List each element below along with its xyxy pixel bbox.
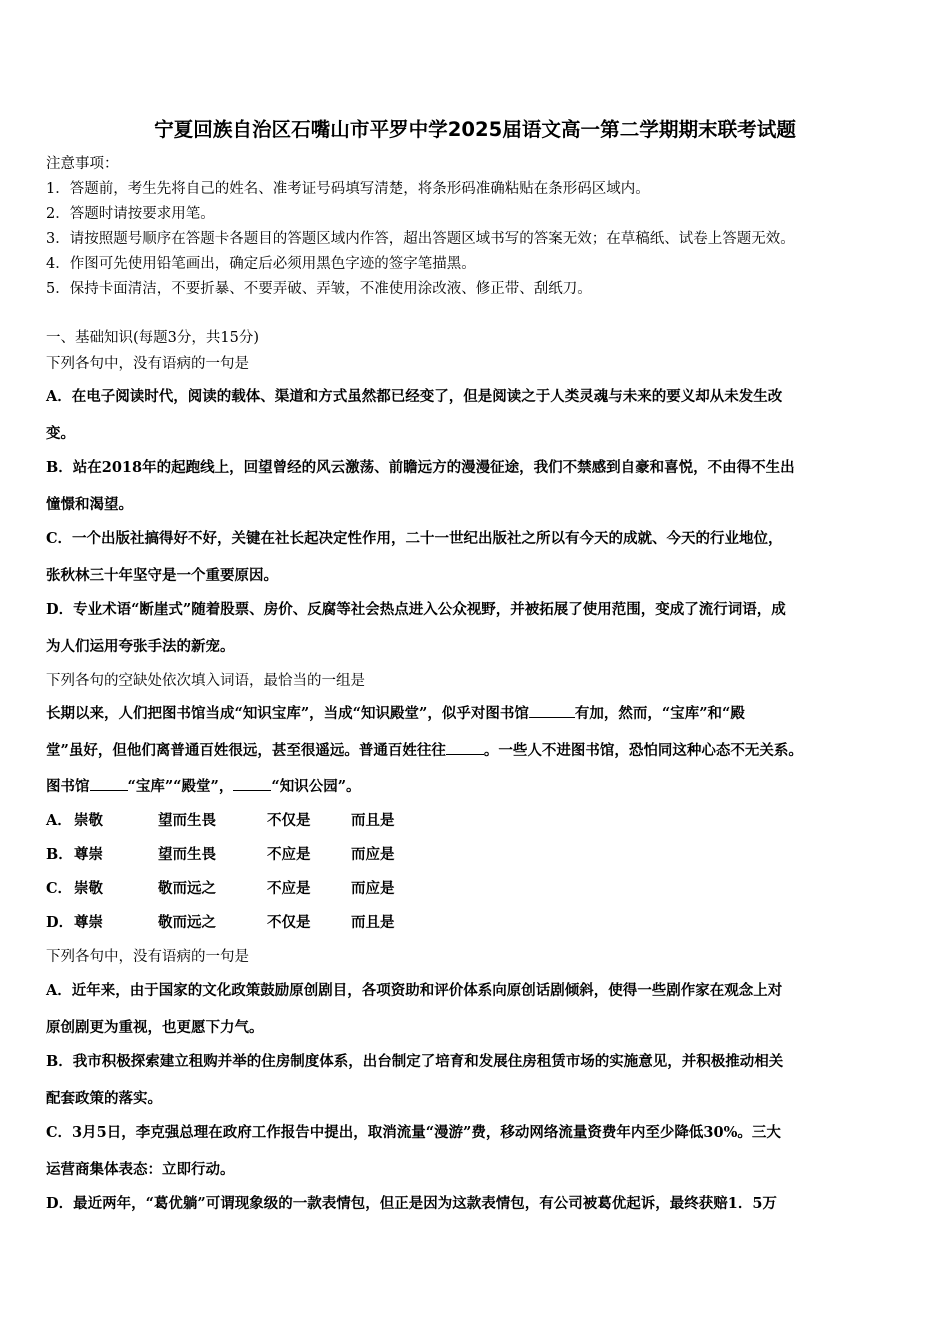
option-word: 尊崇 xyxy=(74,914,103,931)
option-word: 不应是 xyxy=(267,846,311,863)
option-word: 崇敬 xyxy=(74,812,103,829)
option-word: 不仅是 xyxy=(267,914,311,931)
option-label: D． xyxy=(46,914,74,931)
option-word: 而且是 xyxy=(351,812,395,829)
passage-segment: 。一些人不进图书馆，恐怕同这种心态不无关系。 xyxy=(483,742,803,759)
option-word: 尊崇 xyxy=(74,846,103,863)
option-c-text: C．一个出版社搞得好不好，关键在社长起决定性作用，二十一世纪出版社之所以有今天的成就、今天的行业地位， xyxy=(46,530,783,547)
passage-segment: 堂”虽好，但他们离普通百姓很远，甚至很遥远。普通百姓往往 xyxy=(46,742,446,759)
option-row-c xyxy=(46,877,446,897)
passage-segment: “知识公园”。 xyxy=(271,778,361,795)
passage-line xyxy=(46,739,803,760)
option-word: 不应是 xyxy=(267,880,311,897)
option-row-a xyxy=(46,809,446,829)
fill-blank xyxy=(90,778,128,791)
option-a-text-cont: 原创剧更为重视，也更愿下力气。 xyxy=(46,1019,264,1036)
passage-segment: “宝库”“殿堂”， xyxy=(127,778,234,795)
notice-item: 3．请按照题号顺序在答题卡各题目的答题区域内作答，超出答题区域书写的答案无效；在草稿纸、试卷上答题无效。 xyxy=(46,231,795,247)
option-a-text: A．在电子阅读时代，阅读的载体、渠道和方式虽然都已经变了，但是阅读之于人类灵魂与未来的要义却从未发生改 xyxy=(46,388,783,405)
option-word: 敬而远之 xyxy=(158,914,216,931)
option-word: 望而生畏 xyxy=(158,812,216,829)
question-stem: 下列各句的空缺处依次填入词语，最恰当的一组是 xyxy=(46,673,365,689)
section-heading: 一、基础知识(每题3分，共15分) xyxy=(46,330,259,346)
fill-blank xyxy=(233,778,271,791)
option-c-text-cont: 张秋林三十年坚守是一个重要原因。 xyxy=(46,567,278,584)
option-row-d xyxy=(46,911,446,931)
option-word: 而且是 xyxy=(351,914,395,931)
option-a-text: A．近年来，由于国家的文化政策鼓励原创剧目，各项资助和评价体系向原创话剧倾斜，使得一些剧作家在观念上对 xyxy=(46,982,783,999)
option-label: B． xyxy=(46,846,73,863)
notice-item: 2．答题时请按要求用笔。 xyxy=(46,206,215,222)
option-row-b xyxy=(46,843,446,863)
option-label: A． xyxy=(46,812,72,829)
option-c-text-cont: 运营商集体表态：立即行动。 xyxy=(46,1161,235,1178)
question-stem: 下列各句中，没有语病的一句是 xyxy=(46,356,249,372)
option-d-text: D．专业术语“断崖式”随着股票、房价、反腐等社会热点进入公众视野，并被拓展了使用范围，变成了流行词语，成 xyxy=(46,601,786,618)
option-word: 望而生畏 xyxy=(158,846,216,863)
option-label: C． xyxy=(46,880,73,897)
passage-segment: 图书馆 xyxy=(46,778,90,795)
option-d-text-cont: 为人们运用夸张手法的新宠。 xyxy=(46,638,235,655)
option-b-text-cont: 憧憬和渴望。 xyxy=(46,496,133,513)
option-a-text-cont: 变。 xyxy=(46,425,75,442)
fill-blank xyxy=(446,742,484,755)
page-title: 宁夏回族自治区石嘴山市平罗中学2025届语文高一第二学期期末联考试题 xyxy=(154,118,796,141)
notice-item: 5．保持卡面清洁，不要折暴、不要弄破、弄皱，不准使用涂改液、修正带、刮纸刀。 xyxy=(46,281,592,297)
passage-segment: 长期以来，人们把图书馆当成“知识宝库”，当成“知识殿堂”，似乎对图书馆 xyxy=(46,705,529,722)
option-d-text: D．最近两年，“葛优躺”可谓现象级的一款表情包，但正是因为这款表情包，有公司被葛优起诉，最终获赔1．5万 xyxy=(46,1195,777,1212)
option-word: 不仅是 xyxy=(267,812,311,829)
option-word: 敬而远之 xyxy=(158,880,216,897)
notice-item: 1．答题前，考生先将自己的姓名、准考证号码填写清楚，将条形码准确粘贴在条形码区域内。 xyxy=(46,181,650,197)
option-word: 而应是 xyxy=(351,846,395,863)
passage-line xyxy=(46,702,745,723)
fill-blank xyxy=(529,705,575,718)
question-stem: 下列各句中，没有语病的一句是 xyxy=(46,949,249,965)
notice-item: 4．作图可先使用铅笔画出，确定后必须用黑色字迹的签字笔描黑。 xyxy=(46,256,476,272)
passage-segment: 有加，然而，“宝库”和“殿 xyxy=(574,705,745,722)
option-word: 而应是 xyxy=(351,880,395,897)
passage-line xyxy=(46,775,361,796)
option-b-text: B．我市积极探索建立租购并举的住房制度体系，出台制定了培育和发展住房租赁市场的实施意见，并积极推动相关 xyxy=(46,1053,784,1070)
notice-heading: 注意事项： xyxy=(46,156,119,172)
option-b-text-cont: 配套政策的落实。 xyxy=(46,1090,162,1107)
option-b-text: B．站在2018年的起跑线上，回望曾经的风云激荡、前瞻远方的漫漫征途，我们不禁感到自豪和喜悦，不由得不生出 xyxy=(46,459,795,476)
option-word: 崇敬 xyxy=(74,880,103,897)
option-c-text: C．3月5日，李克强总理在政府工作报告中提出，取消流量“漫游”费，移动网络流量资费年内至少降低30%。三大 xyxy=(46,1124,781,1141)
